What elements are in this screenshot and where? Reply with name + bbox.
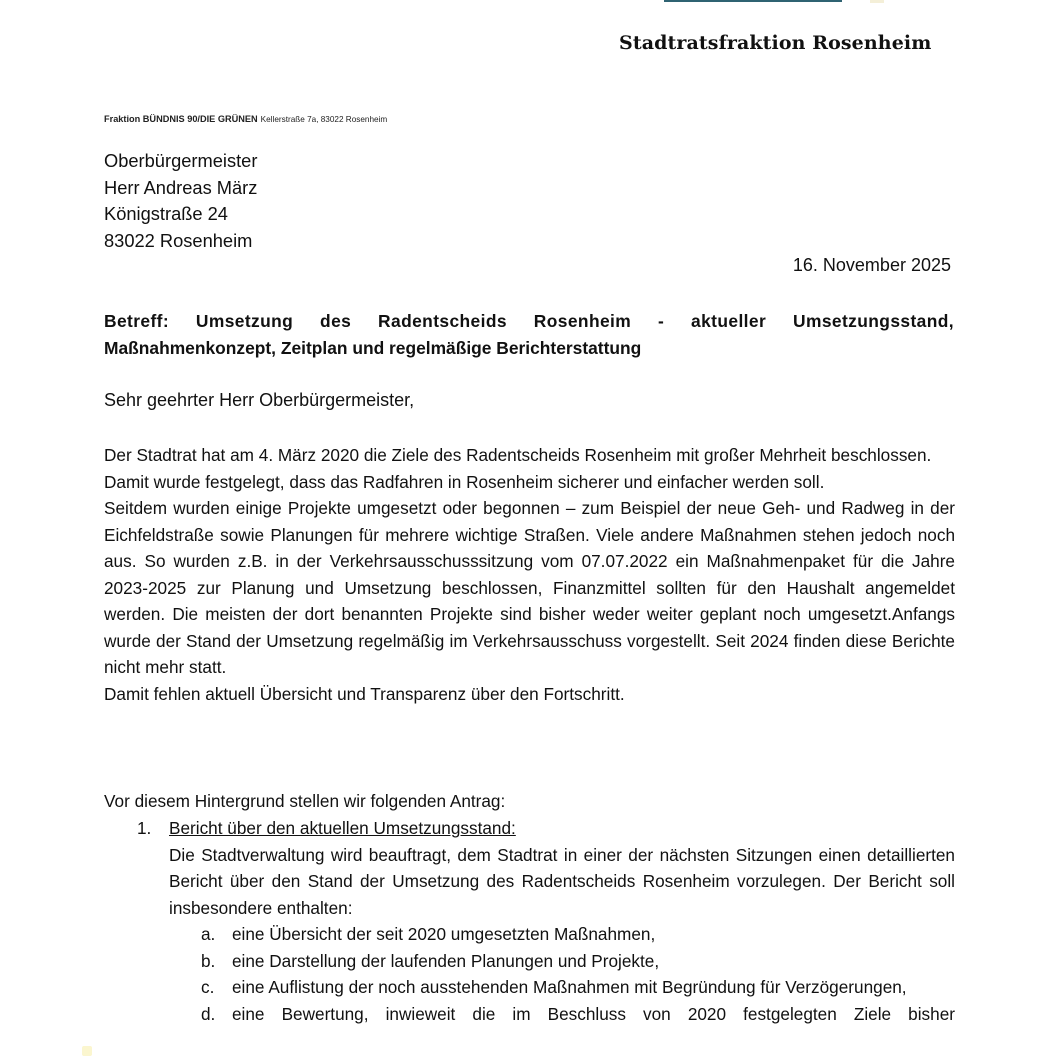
sender-address: Kellerstraße 7a, 83022 Rosenheim xyxy=(260,115,388,124)
subject-line-1: Betreff: Umsetzung des Radentscheids Rosenheim - aktueller Umsetzungsstand, xyxy=(104,311,954,331)
sender-line xyxy=(104,114,387,124)
sub-item xyxy=(104,1001,955,1028)
recipient-line: Oberbürgermeister xyxy=(104,150,258,171)
sub-item xyxy=(104,948,955,975)
sub-item xyxy=(104,974,955,1001)
paragraph: Damit wurde festgelegt, dass das Radfahren in Rosenheim sicherer und einfacher werden soll. xyxy=(104,471,825,492)
letter-date: 16. November 2025 xyxy=(792,255,951,275)
sub-item-text: eine Bewertung, inwieweit die im Beschluss von 2020 festgelegten Ziele bisher xyxy=(232,1003,955,1024)
request-item xyxy=(104,815,955,921)
sender-name: Fraktion BÜNDNIS 90/DIE GRÜNEN xyxy=(104,114,258,124)
letterhead-title: Stadtratsfraktion Rosenheim xyxy=(619,32,932,54)
subject-line-2: Maßnahmenkonzept, Zeitplan und regelmäßige Berichterstattung xyxy=(104,338,642,358)
recipient-line: 83022 Rosenheim xyxy=(104,229,253,251)
sub-item-letter: d. xyxy=(201,1003,216,1024)
header-accent-line xyxy=(664,0,842,2)
request-intro: Vor diesem Hintergrund stellen wir folgenden Antrag: xyxy=(104,791,506,811)
sub-item-text: eine Übersicht der seit 2020 umgesetzten Maßnahmen, xyxy=(232,924,656,944)
item-title: Bericht über den aktuellen Umsetzungsstand: xyxy=(169,818,516,838)
request-list xyxy=(104,815,955,1027)
paragraph: Seitdem wurden einige Projekte umgesetzt oder begonnen – zum Beispiel der neue Geh- und Radweg in der Eichfeldstraße sowie Planungen für mehrere wichtige Straßen. Viele andere Maßnahmen stehen jedoch noch aus. So wurden z.B. in der Verkehrsausschusssitzung vom 07.07.2022 ein Maßnahmenpaket für die Jahre 2023-2025 zur Planung und Umsetzung beschlossen, Finanzmittel sollten für den Haushalt angemeldet werden. Die meisten der dort benannten Projekte sind bisher weder weiter geplant noch umgesetzt.Anfangs wurde der Stand der Umsetzung regelmäßig im Verkehrsausschuss vorgestellt. Seit 2024 finden diese Berichte nicht mehr statt. xyxy=(104,498,955,677)
recipient-line: Königstraße 24 xyxy=(104,203,228,224)
sub-item-letter: c. xyxy=(201,977,215,997)
recipient-line: Herr Andreas März xyxy=(104,176,258,198)
sub-item-text: eine Darstellung der laufenden Planungen und Projekte, xyxy=(232,950,660,971)
header-decoration xyxy=(870,0,884,3)
sub-item-text: eine Auflistung der noch ausstehenden Maßnahmen mit Begründung für Verzögerungen, xyxy=(232,977,907,997)
letter-body xyxy=(104,442,955,707)
paragraph: Der Stadtrat hat am 4. März 2020 die Ziele des Radentscheids Rosenheim mit großer Mehrheit beschlossen. xyxy=(104,445,932,465)
sub-item-letter: b. xyxy=(201,950,216,971)
subject-line xyxy=(104,308,954,362)
item-number: 1. xyxy=(137,818,152,838)
sub-item-letter: a. xyxy=(201,924,216,944)
paragraph: Damit fehlen aktuell Übersicht und Transparenz über den Fortschritt. xyxy=(104,683,625,704)
recipient-address xyxy=(104,148,257,254)
item-text: Die Stadtverwaltung wird beauftragt, dem Stadtrat in einer der nächsten Sitzungen einen detaillierten Bericht über den Stand der Umsetzung des Radentscheids Rosenheim vorzulegen. Der Bericht soll insbesondere enthalten: xyxy=(169,844,955,918)
salutation: Sehr geehrter Herr Oberbürgermeister, xyxy=(104,390,415,410)
sub-item xyxy=(104,921,955,948)
page-artifact xyxy=(82,1046,92,1056)
